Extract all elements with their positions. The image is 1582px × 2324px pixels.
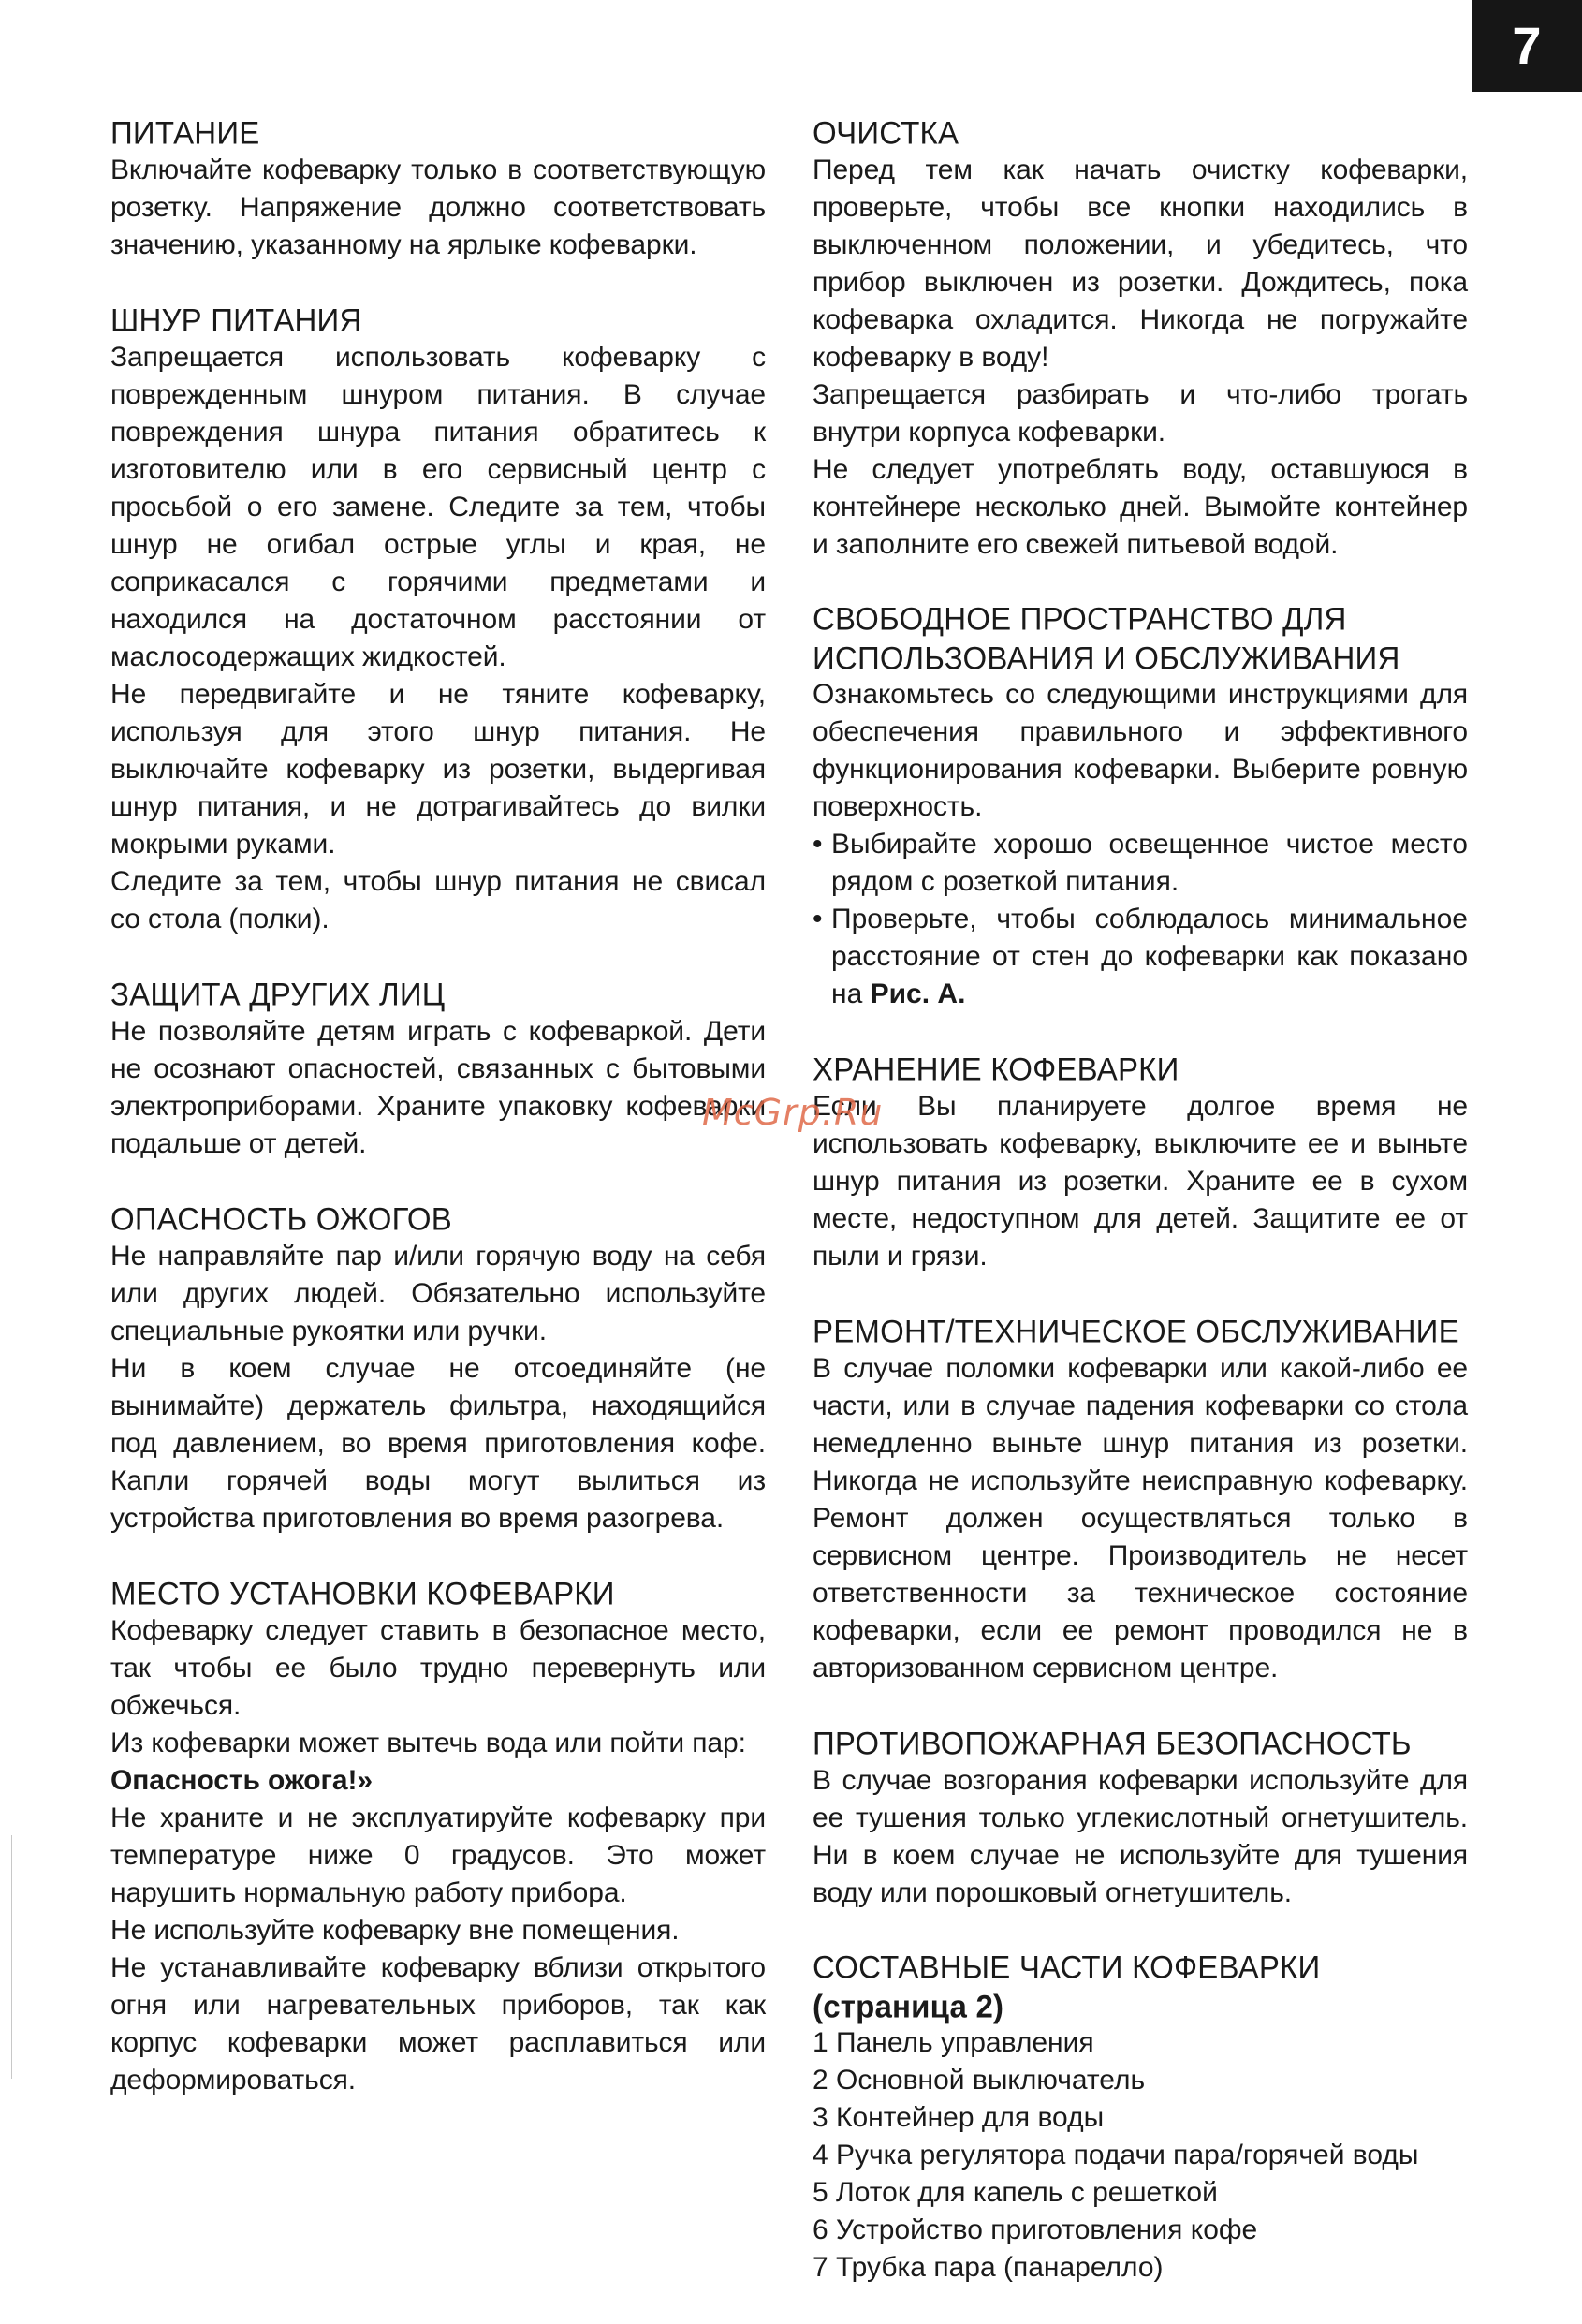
section-power xyxy=(110,114,766,264)
section-title: ПИТАНИЕ xyxy=(110,114,260,151)
figure-ref: Рис. А. xyxy=(870,978,966,1009)
paragraph: Запрещается использовать кофеварку с поврежденным шнуром питания. В случае повреждения шнура питания обратитесь к изготовителю или в его сервисный центр с просьбой о его замене. Следите за тем, чтобы шнур не огибал острые углы и края, не соприкасался с горячими предметами и находился на достаточном расстоянии от маслосодержащих жидкостей. xyxy=(110,342,766,672)
list-item: 3 Контейнер для воды xyxy=(813,2102,1105,2133)
bullet-dot-icon: • xyxy=(813,904,823,934)
paragraph: Перед тем как начать очистку кофеварки, проверьте, чтобы все кнопки находились в выключенном положении, и убедитесь, что прибор выключен из розетки. Дождитесь, пока кофеварка охладится. Никогда не погружайте кофеварку в воду! xyxy=(813,154,1468,373)
paragraph: В случае возгорания кофеварки используйте для ее тушения только углекислотный огнетушитель. Ни в коем случае не используйте для тушения воду или порошковый огнетушитель. xyxy=(813,1765,1468,1908)
paragraph: Запрещается разбирать и что-либо трогать внутри корпуса кофеварки. xyxy=(813,379,1468,448)
section-burns xyxy=(110,1200,766,1537)
paragraph: Если Вы планируете долгое время не использовать кофеварку, выключите ее и выньте шнур питания из розетки. Храните ее в сухом месте, недоступном для детей. Защитите ее от пыли и грязи. xyxy=(813,1091,1468,1272)
section-title: ОПАСНОСТЬ ОЖОГОВ xyxy=(110,1200,452,1237)
section-fire xyxy=(813,1725,1468,1912)
section-cord xyxy=(110,302,766,938)
section-title: ОЧИСТКА xyxy=(813,114,959,151)
margin-line xyxy=(11,1835,12,2079)
bullet-dot-icon: • xyxy=(813,829,823,860)
paragraph: Ни в коем случае не отсоединяйте (не вынимайте) держатель фильтра, находящийся под давлением, во время приготовления кофе. Капли горячей воды могут вылиться из устройства приготовления во время разогрева. xyxy=(110,1353,766,1534)
paragraph: Включайте кофеварку только в соответствующую розетку. Напряжение должно соответствовать значению, указанному на ярлыке кофеварки. xyxy=(110,154,766,260)
list-item: 7 Трубка пара (панарелло) xyxy=(813,2252,1164,2283)
list-item: 2 Основной выключатель xyxy=(813,2065,1146,2096)
paragraph: Не передвигайте и не тяните кофеварку, используя для этого шнур питания. Не выключайте кофеварку из розетки, выдергивая шнур питания, и не дотрагивайтесь до вилки мокрыми руками. xyxy=(110,679,766,860)
bullet-text: Выбирайте хорошо освещенное чистое место рядом с розеткой питания. xyxy=(831,829,1468,897)
section-title xyxy=(813,1948,1468,2026)
paragraph: Не используйте кофеварку вне помещения. xyxy=(110,1915,680,1946)
section-title: МЕСТО УСТАНОВКИ КОФЕВАРКИ xyxy=(110,1575,615,1611)
paragraph: Не устанавливайте кофеварку вблизи открытого огня или нагревательных приборов, так как корпус кофеварки может расплавиться или деформироваться. xyxy=(110,1952,766,2096)
burn-warning: Опасность ожога!» xyxy=(110,1765,373,1796)
paragraph: Не храните и не эксплуатируйте кофеварку при температуре ниже 0 градусов. Это может нарушить нормальную работу прибора. xyxy=(110,1802,766,1908)
list-item: 5 Лоток для капель с решеткой xyxy=(813,2177,1218,2208)
paragraph: Не позволяйте детям играть с кофеваркой. Дети не осознают опасностей, связанных с бытовыми электроприборами. Храните упаковку кофеварки подальше от детей. xyxy=(110,1016,766,1159)
right-column xyxy=(813,114,1468,2324)
page-ref: (страница 2) xyxy=(813,1988,1004,2024)
list-item: 1 Панель управления xyxy=(813,2027,1094,2058)
section-others xyxy=(110,976,766,1163)
section-space xyxy=(813,601,1468,1013)
section-title: ЗАЩИТА ДРУГИХ ЛИЦ xyxy=(110,976,446,1012)
bullet-item xyxy=(813,901,1468,1013)
page-number: 7 xyxy=(1472,0,1582,92)
watermark: McGrp.Ru xyxy=(702,1092,884,1133)
section-title: СВОБОДНОЕ ПРОСТРАНСТВО ДЛЯ ИСПОЛЬЗОВАНИЯ И ОБСЛУЖИВАНИЯ xyxy=(813,600,1400,676)
parts-list xyxy=(813,2024,1468,2287)
paragraph: В случае поломки кофеварки или какой-либо ее части, или в случае падения кофеварки со стола немедленно выньте шнур питания из розетки. Никогда не используйте неисправную кофеварку. Ремонт должен осуществляться только в сервисном центре. Производитель не несет ответственности за техническое состояние кофеварки, если ее ремонт проводился не в авторизованном сервисном центре. xyxy=(813,1353,1468,1684)
section-title: ПРОТИВОПОЖАРНАЯ БЕЗОПАСНОСТЬ xyxy=(813,1725,1412,1761)
paragraph: Ознакомьтесь со следующими инструкциями для обеспечения правильного и эффективного функционирования кофеварки. Выберите ровную поверхность. xyxy=(813,679,1468,822)
section-title-main: СОСТАВНЫЕ ЧАСТИ КОФЕВАРКИ xyxy=(813,1949,1321,1985)
section-placement xyxy=(110,1575,766,2099)
paragraph: Из кофеварки может вытечь вода или пойти пар: xyxy=(110,1728,746,1758)
section-title: РЕМОНТ/ТЕХНИЧЕСКОЕ ОБСЛУЖИВАНИЕ xyxy=(813,1313,1459,1349)
left-column xyxy=(110,114,766,2137)
section-storage xyxy=(813,1051,1468,1275)
section-title: ХРАНЕНИЕ КОФЕВАРКИ xyxy=(813,1051,1179,1087)
section-repair xyxy=(813,1313,1468,1687)
bullet-item xyxy=(813,826,1468,901)
section-cleaning xyxy=(813,114,1468,564)
section-title: ШНУР ПИТАНИЯ xyxy=(110,302,362,338)
section-parts xyxy=(813,1949,1468,2287)
paragraph: Следите за тем, чтобы шнур питания не свисал со стола (полки). xyxy=(110,866,766,934)
list-item: 6 Устройство приготовления кофе xyxy=(813,2214,1258,2245)
paragraph: Не следует употреблять воду, оставшуюся в контейнере несколько дней. Вымойте контейнер и заполните его свежей питьевой водой. xyxy=(813,454,1468,560)
bullet-text-main: Проверьте, чтобы соблюдалось минимальное расстояние от стен до кофеварки как показано на xyxy=(831,904,1468,1009)
bullet-text xyxy=(831,901,1468,1013)
paragraph: Кофеварку следует ставить в безопасное место, так чтобы ее было трудно перевернуть или обжечься. xyxy=(110,1615,766,1721)
list-item: 4 Ручка регулятора подачи пара/горячей воды xyxy=(813,2140,1419,2170)
paragraph: Не направляйте пар и/или горячую воду на себя или других людей. Обязательно используйте специальные рукоятки или ручки. xyxy=(110,1241,766,1346)
